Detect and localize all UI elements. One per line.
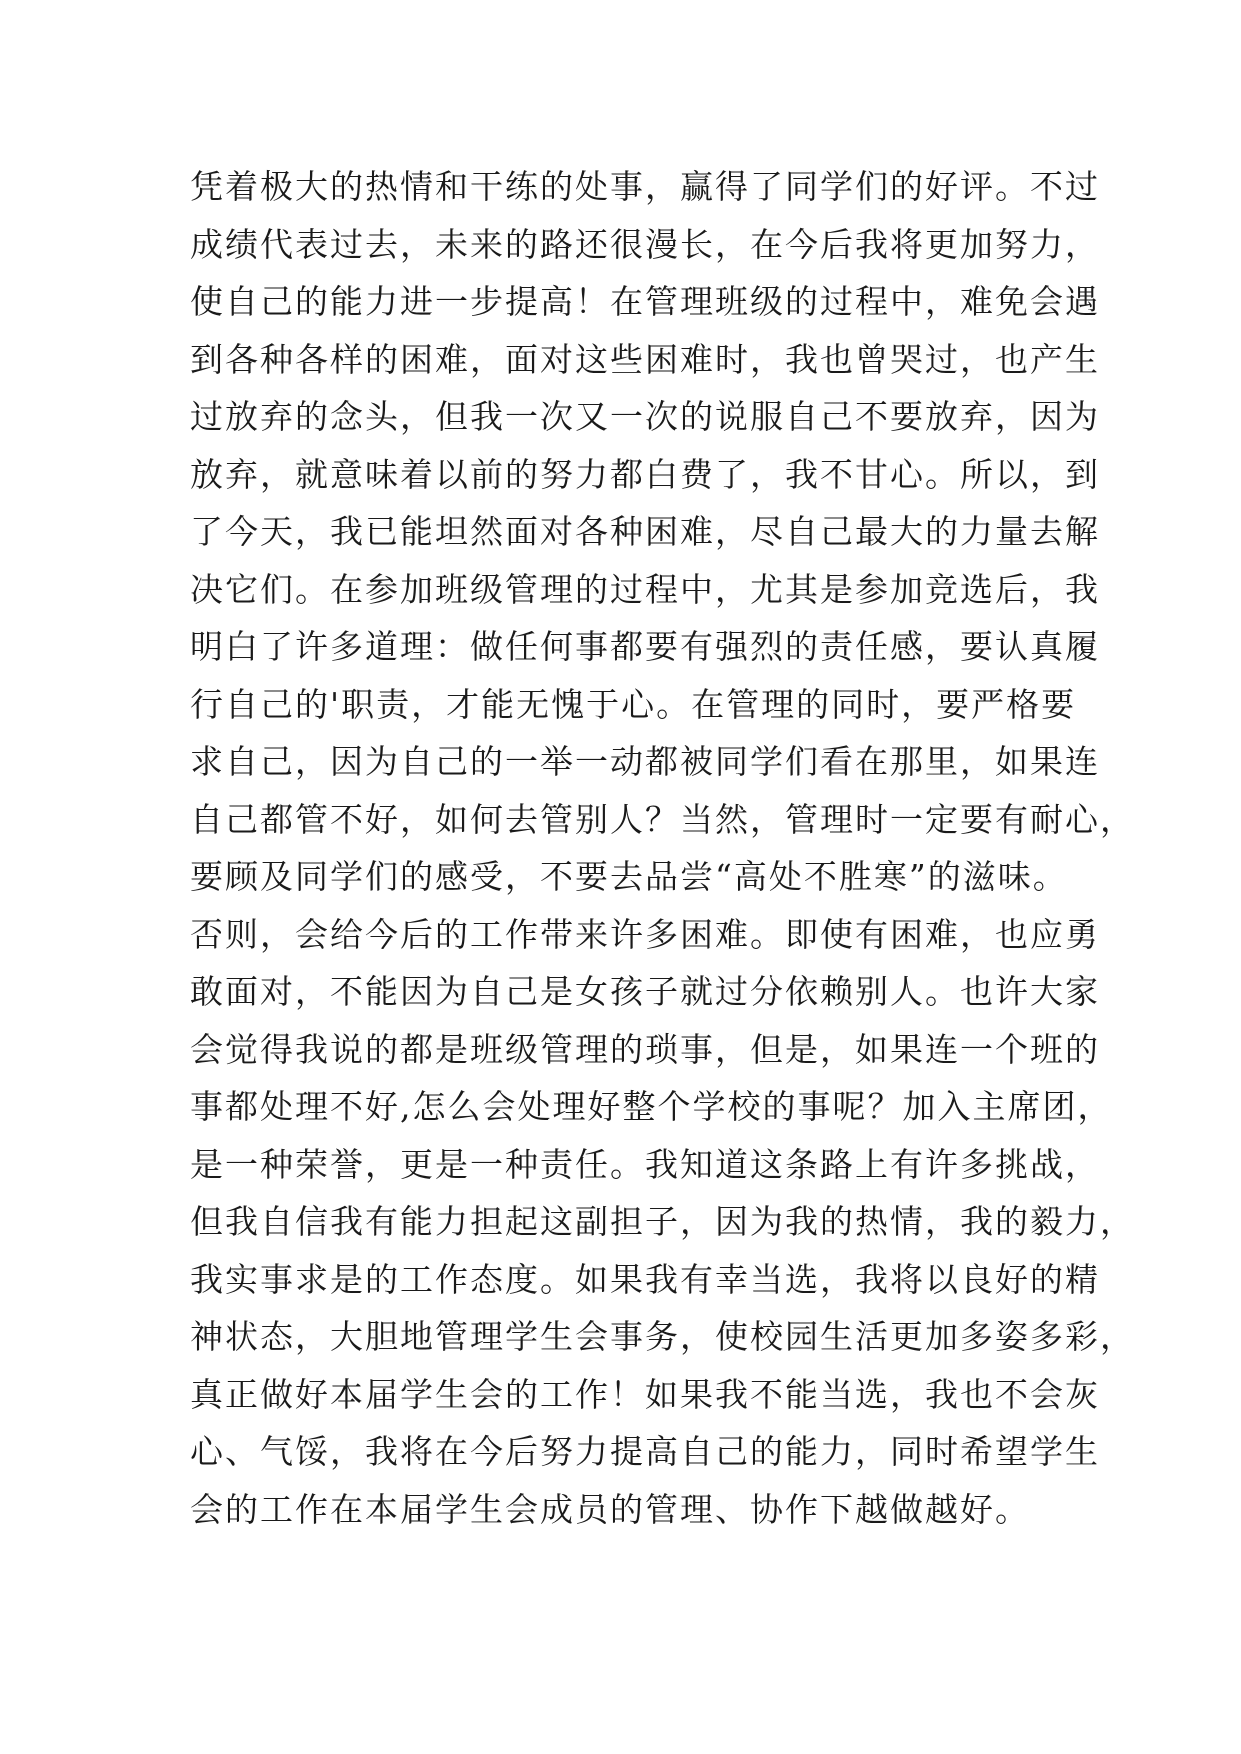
text-line: 使自己的能力进一步提高！在管理班级的过程中，难免会遇: [190, 282, 1100, 321]
text-line: 明白了许多道理：做任何事都要有强烈的责任感，要认真履: [190, 627, 1100, 666]
text-line: 到各种各样的困难，面对这些困难时，我也曾哭过，也产生: [190, 339, 1100, 379]
text-line: 自己都管不好，如何去管别人？当然，管理时一定要有耐心，: [190, 799, 1135, 839]
text-line: 我实事求是的工作态度。如果我有幸当选，我将以良好的精: [190, 1259, 1100, 1299]
text-line: 敢面对，不能因为自己是女孩子就过分依赖别人。也许大家: [190, 972, 1100, 1011]
body-text: [190, 158, 1135, 1538]
text-line: 神状态，大胆地管理学生会事务，使校园生活更加多姿多彩，: [190, 1317, 1135, 1356]
text-line: 过放弃的念头，但我一次又一次的说服自己不要放弃，因为: [190, 397, 1100, 436]
text-line: 心、气馁，我将在今后努力提高自己的能力，同时希望学生: [190, 1432, 1100, 1471]
text-line: 行自己的'职责，才能无愧于心。在管理的同时，要严格要: [190, 684, 1077, 724]
text-line: 事都处理不好,怎么会处理好整个学校的事呢？加入主席团，: [190, 1087, 1113, 1126]
text-line: 真正做好本届学生会的工作！如果我不能当选，我也不会灰: [190, 1374, 1100, 1414]
text-line: 但我自信我有能力担起这副担子，因为我的热情，我的毅力，: [190, 1202, 1135, 1241]
text-line: 是一种荣誉，更是一种责任。我知道这条路上有许多挑战，: [190, 1144, 1100, 1184]
text-line: 决它们。在参加班级管理的过程中，尤其是参加竞选后，我: [190, 569, 1100, 609]
text-line: 要顾及同学们的感受，不要去品尝“高处不胜寒”的滋味。: [190, 857, 1068, 896]
text-line: 会的工作在本届学生会成员的管理、协作下越做越好。: [190, 1489, 1030, 1529]
text-line: 会觉得我说的都是班级管理的琐事，但是，如果连一个班的: [190, 1029, 1100, 1069]
text-line: 凭着极大的热情和干练的处事，赢得了同学们的好评。不过: [190, 167, 1100, 206]
text-line: 放弃，就意味着以前的努力都白费了，我不甘心。所以，到: [190, 454, 1100, 494]
text-line: 否则，会给今后的工作带来许多困难。即使有困难，也应勇: [190, 914, 1100, 954]
text-line: 求自己，因为自己的一举一动都被同学们看在那里，如果连: [190, 742, 1100, 781]
text-line: 了今天，我已能坦然面对各种困难，尽自己最大的力量去解: [190, 512, 1100, 551]
text-line: 成绩代表过去，未来的路还很漫长，在今后我将更加努力，: [190, 224, 1100, 264]
